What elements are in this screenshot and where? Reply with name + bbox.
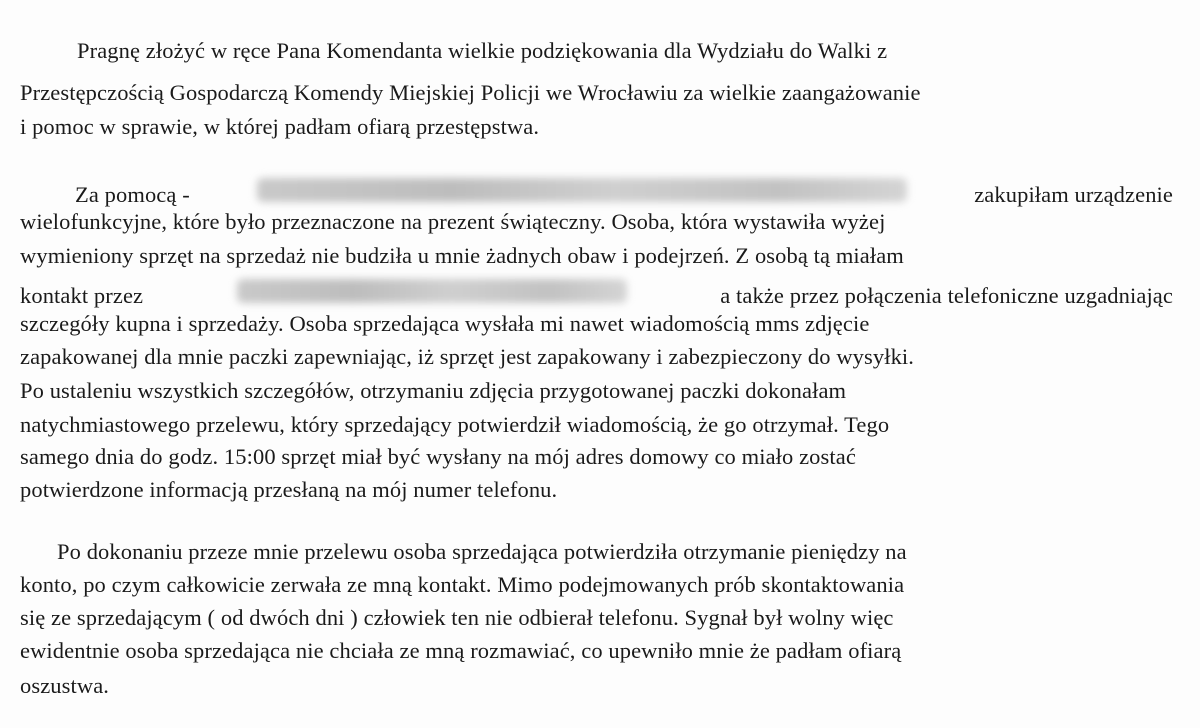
p1-line-3: i pomoc w sprawie, w której padłam ofiarą przestępstwa. [20,114,540,139]
p2-line-1-start: Za pomocą - [75,182,190,207]
p2-line-6: zapakowanej dla mnie paczki zapewniając, iż sprzęt jest zapakowany i zabezpieczony do wysyłki. [20,344,915,369]
p2-line-3: wymieniony sprzęt na sprzedaż nie budziła u mnie żadnych obaw i podejrzeń. Z osobą tą miałam [20,243,904,268]
p3-line-1: Po dokonaniu przeze mnie przelewu osoba sprzedająca potwierdziła otrzymanie pieniędzy na [57,539,907,564]
p2-line-1 [75,178,1173,207]
p3-line-2: konto, po czym całkowicie zerwała ze mną kontakt. Mimo podejmowanych prób skontaktowania [20,572,905,597]
p2-line-4 [20,279,1173,308]
p2-line-8: natychmiastowego przelewu, który sprzedający potwierdził wiadomością, że go otrzymał. Tego [20,412,890,437]
p2-line-9: samego dnia do godz. 15:00 sprzęt miał być wysłany na mój adres domowy co miało zostać [20,444,856,469]
p3-line-3: się ze sprzedającym ( od dwóch dni ) człowiek ten nie odbierał telefonu. Sygnał był wolny więc [20,605,894,630]
p2-line-2: wielofunkcyjne, które było przeznaczone na prezent świąteczny. Osoba, która wystawiła wyżej [20,209,886,234]
p2-line-10: potwierdzone informacją przesłaną na mój numer telefonu. [20,477,558,502]
p1-line-2: Przestępczością Gospodarczą Komendy Miejskiej Policji we Wrocławiu za wielkie zaangażowanie [20,80,921,105]
p3-line-5: oszustwa. [20,673,110,698]
p2-line-7: Po ustaleniu wszystkich szczegółów, otrzymaniu zdjęcia przygotowanej paczki dokonałam [20,378,847,403]
p2-line-4-start: kontakt przez [20,283,144,308]
p1-line-1: Pragnę złożyć w ręce Pana Komendanta wielkie podziękowania dla Wydziału do Walki z [77,38,888,63]
p2-line-5: szczegóły kupna i sprzedaży. Osoba sprzedająca wysłała mi nawet wiadomością mms zdjęcie [20,311,870,336]
p2-line-4-end: a także przez połączenia telefoniczne uzgadniając [720,283,1173,308]
redacted-blur-2 [237,279,627,303]
p2-line-1-end: zakupiłam urządzenie [974,182,1173,207]
p3-line-4: ewidentnie osoba sprzedająca nie chciała ze mną rozmawiać, co upewniło mnie że padłam ofiarą [20,638,902,663]
redacted-blur-1 [257,178,907,202]
